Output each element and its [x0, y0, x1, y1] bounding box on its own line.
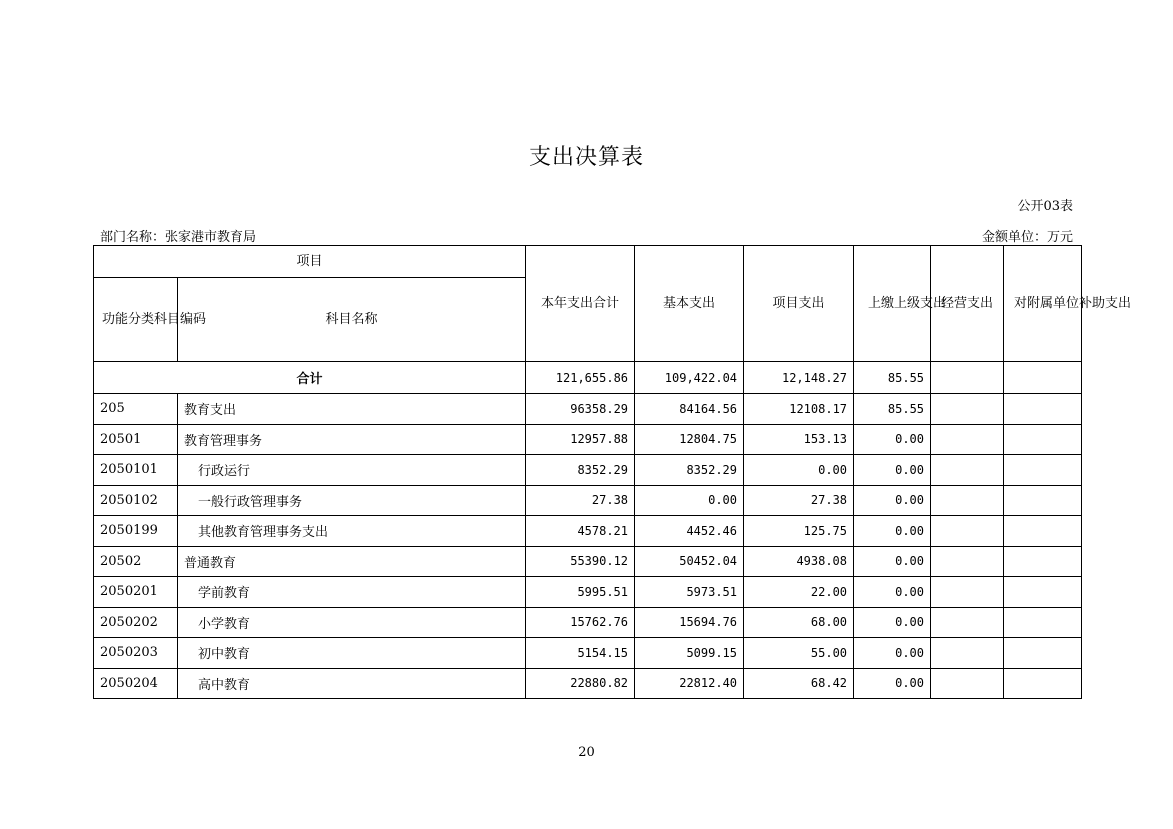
row-name: 初中教育 — [178, 638, 526, 669]
row-code: 2050199 — [94, 516, 178, 547]
row-operation — [931, 668, 1004, 699]
table-row — [94, 485, 1082, 516]
row-code: 2050102 — [94, 485, 178, 516]
row-name: 其他教育管理事务支出 — [178, 516, 526, 547]
row-operation — [931, 485, 1004, 516]
total-upper: 85.55 — [854, 362, 931, 394]
row-upper: 0.00 — [854, 455, 931, 486]
row-name: 普通教育 — [178, 546, 526, 577]
row-upper: 0.00 — [854, 546, 931, 577]
header-operation: 经营支出 — [931, 246, 1004, 362]
row-project: 68.00 — [744, 607, 854, 638]
row-total: 4578.21 — [526, 516, 635, 547]
row-upper: 85.55 — [854, 394, 931, 425]
row-project: 0.00 — [744, 455, 854, 486]
row-upper: 0.00 — [854, 424, 931, 455]
header-code: 功能分类科目编码 — [94, 278, 178, 362]
table-number: 公开03表 — [1017, 199, 1073, 214]
row-project: 27.38 — [744, 485, 854, 516]
row-subsidy — [1004, 485, 1082, 516]
row-code: 2050202 — [94, 607, 178, 638]
row-upper: 0.00 — [854, 577, 931, 608]
row-name: 行政运行 — [178, 455, 526, 486]
row-subsidy — [1004, 577, 1082, 608]
row-basic: 15694.76 — [635, 607, 744, 638]
row-upper: 0.00 — [854, 668, 931, 699]
table-row — [94, 424, 1082, 455]
row-project: 22.00 — [744, 577, 854, 608]
table-row — [94, 607, 1082, 638]
row-subsidy — [1004, 455, 1082, 486]
row-basic: 0.00 — [635, 485, 744, 516]
row-basic: 5099.15 — [635, 638, 744, 669]
row-project: 55.00 — [744, 638, 854, 669]
row-subsidy — [1004, 394, 1082, 425]
row-operation — [931, 577, 1004, 608]
row-subsidy — [1004, 546, 1082, 577]
total-amount: 121,655.86 — [526, 362, 635, 394]
row-upper: 0.00 — [854, 516, 931, 547]
document-title: 支出决算表 — [528, 145, 644, 170]
row-upper: 0.00 — [854, 485, 931, 516]
table-row — [94, 668, 1082, 699]
row-name: 小学教育 — [178, 607, 526, 638]
row-upper: 0.00 — [854, 607, 931, 638]
row-operation — [931, 607, 1004, 638]
row-code: 2050201 — [94, 577, 178, 608]
row-code: 2050203 — [94, 638, 178, 669]
department-name: 部门名称：张家港市教育局 — [100, 230, 257, 245]
row-code: 20501 — [94, 424, 178, 455]
header-project: 项目支出 — [744, 246, 854, 362]
total-label: 合计 — [94, 362, 526, 394]
row-total: 96358.29 — [526, 394, 635, 425]
row-name: 教育管理事务 — [178, 424, 526, 455]
header-subsidy: 对附属单位补助支出 — [1004, 246, 1082, 362]
row-total: 55390.12 — [526, 546, 635, 577]
table-row — [94, 455, 1082, 486]
header-basic: 基本支出 — [635, 246, 744, 362]
row-basic: 22812.40 — [635, 668, 744, 699]
total-basic: 109,422.04 — [635, 362, 744, 394]
header-total: 本年支出合计 — [526, 246, 635, 362]
total-subsidy — [1004, 362, 1082, 394]
header-item: 项目 — [94, 246, 526, 278]
row-upper: 0.00 — [854, 638, 931, 669]
header-name: 科目名称 — [178, 278, 526, 362]
row-total: 22880.82 — [526, 668, 635, 699]
header-upper: 上缴上级支出 — [854, 246, 931, 362]
table-row — [94, 577, 1082, 608]
page-number: 20 — [578, 745, 595, 760]
table-row — [94, 546, 1082, 577]
table-row — [94, 394, 1082, 425]
table-row — [94, 516, 1082, 547]
row-subsidy — [1004, 638, 1082, 669]
row-code: 205 — [94, 394, 178, 425]
row-operation — [931, 455, 1004, 486]
row-total: 15762.76 — [526, 607, 635, 638]
row-project: 125.75 — [744, 516, 854, 547]
row-total: 5995.51 — [526, 577, 635, 608]
row-subsidy — [1004, 668, 1082, 699]
row-basic: 50452.04 — [635, 546, 744, 577]
row-name: 教育支出 — [178, 394, 526, 425]
row-operation — [931, 394, 1004, 425]
row-operation — [931, 424, 1004, 455]
row-basic: 84164.56 — [635, 394, 744, 425]
total-project: 12,148.27 — [744, 362, 854, 394]
row-operation — [931, 638, 1004, 669]
row-total: 12957.88 — [526, 424, 635, 455]
row-code: 2050204 — [94, 668, 178, 699]
row-name: 高中教育 — [178, 668, 526, 699]
amount-unit: 金额单位：万元 — [981, 230, 1073, 245]
header-row-1 — [94, 246, 1082, 278]
row-basic: 5973.51 — [635, 577, 744, 608]
row-project: 4938.08 — [744, 546, 854, 577]
total-operation — [931, 362, 1004, 394]
row-subsidy — [1004, 516, 1082, 547]
table-row — [94, 638, 1082, 669]
row-total: 8352.29 — [526, 455, 635, 486]
row-total: 27.38 — [526, 485, 635, 516]
row-project: 12108.17 — [744, 394, 854, 425]
row-basic: 8352.29 — [635, 455, 744, 486]
row-subsidy — [1004, 607, 1082, 638]
row-operation — [931, 516, 1004, 547]
row-subsidy — [1004, 424, 1082, 455]
row-basic: 12804.75 — [635, 424, 744, 455]
row-name: 一般行政管理事务 — [178, 485, 526, 516]
row-code: 20502 — [94, 546, 178, 577]
row-operation — [931, 546, 1004, 577]
row-project: 153.13 — [744, 424, 854, 455]
total-row — [94, 362, 1082, 394]
row-project: 68.42 — [744, 668, 854, 699]
expenditure-table — [93, 245, 1132, 699]
row-name: 学前教育 — [178, 577, 526, 608]
row-basic: 4452.46 — [635, 516, 744, 547]
row-code: 2050101 — [94, 455, 178, 486]
row-total: 5154.15 — [526, 638, 635, 669]
